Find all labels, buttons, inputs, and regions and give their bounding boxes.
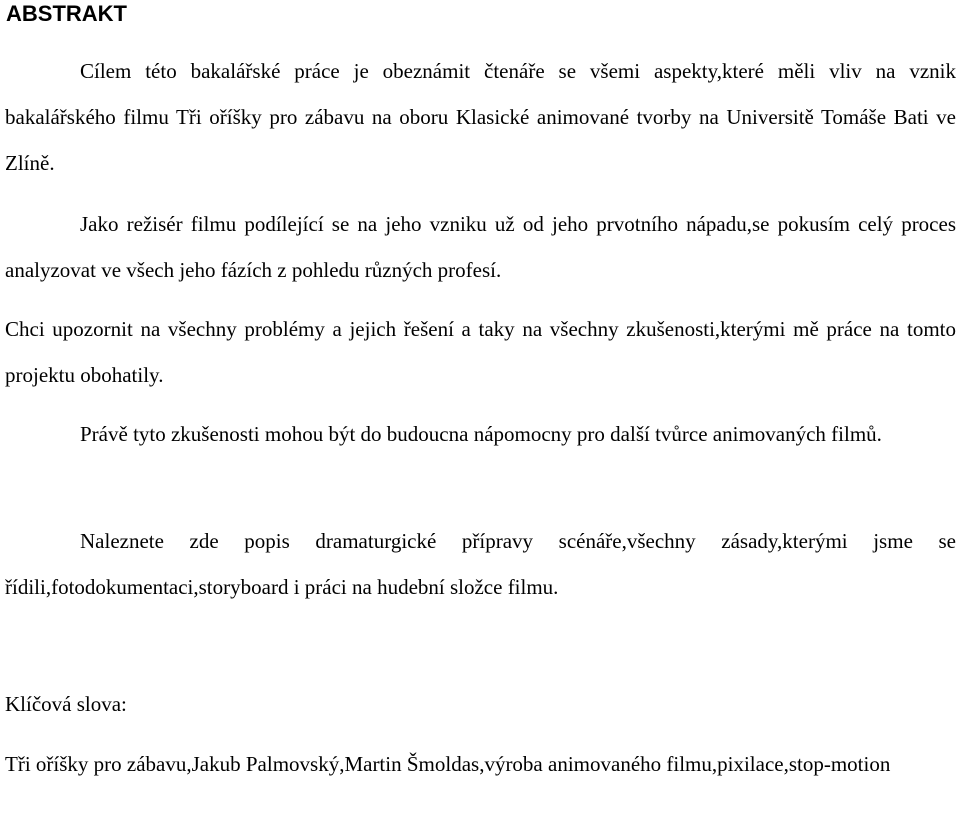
keywords-text: Tři oříšky pro zábavu,Jakub Palmovský,Martin Šmoldas,výroba animovaného filmu,pixilace,stop-motion xyxy=(5,752,891,776)
paragraph-contents: Naleznete zde popis dramaturgické přípravy scénáře,všechny zásady,kterými jsme se řídili,fotodokumentaci,storyboard i práci na hudební složce filmu. xyxy=(5,529,956,599)
keywords-label: Klíčová slova: xyxy=(5,692,127,716)
paragraph-problems: Chci upozornit na všechny problémy a jejich řešení a taky na všechny zkušenosti,kterými mě práce na tomto projektu obohatily. xyxy=(5,317,956,387)
abstract-heading: ABSTRAKT xyxy=(6,1,127,26)
paragraph-aim: Cílem této bakalářské práce je obeznámit čtenáře se všemi aspekty,které měli vliv na vznik bakalářského filmu Tři oříšky pro zábavu na oboru Klasické animované tvorby na Universitě Tomáše Bati ve Zlíně. xyxy=(5,59,956,175)
paragraph-experience: Právě tyto zkušenosti mohou být do budoucna nápomocny pro další tvůrce animovaných filmů. xyxy=(80,422,882,446)
paragraph-director: Jako režisér filmu podílející se na jeho vzniku už od jeho prvotního nápadu,se pokusím celý proces analyzovat ve všech jeho fázích z pohledu různých profesí. xyxy=(5,212,956,282)
